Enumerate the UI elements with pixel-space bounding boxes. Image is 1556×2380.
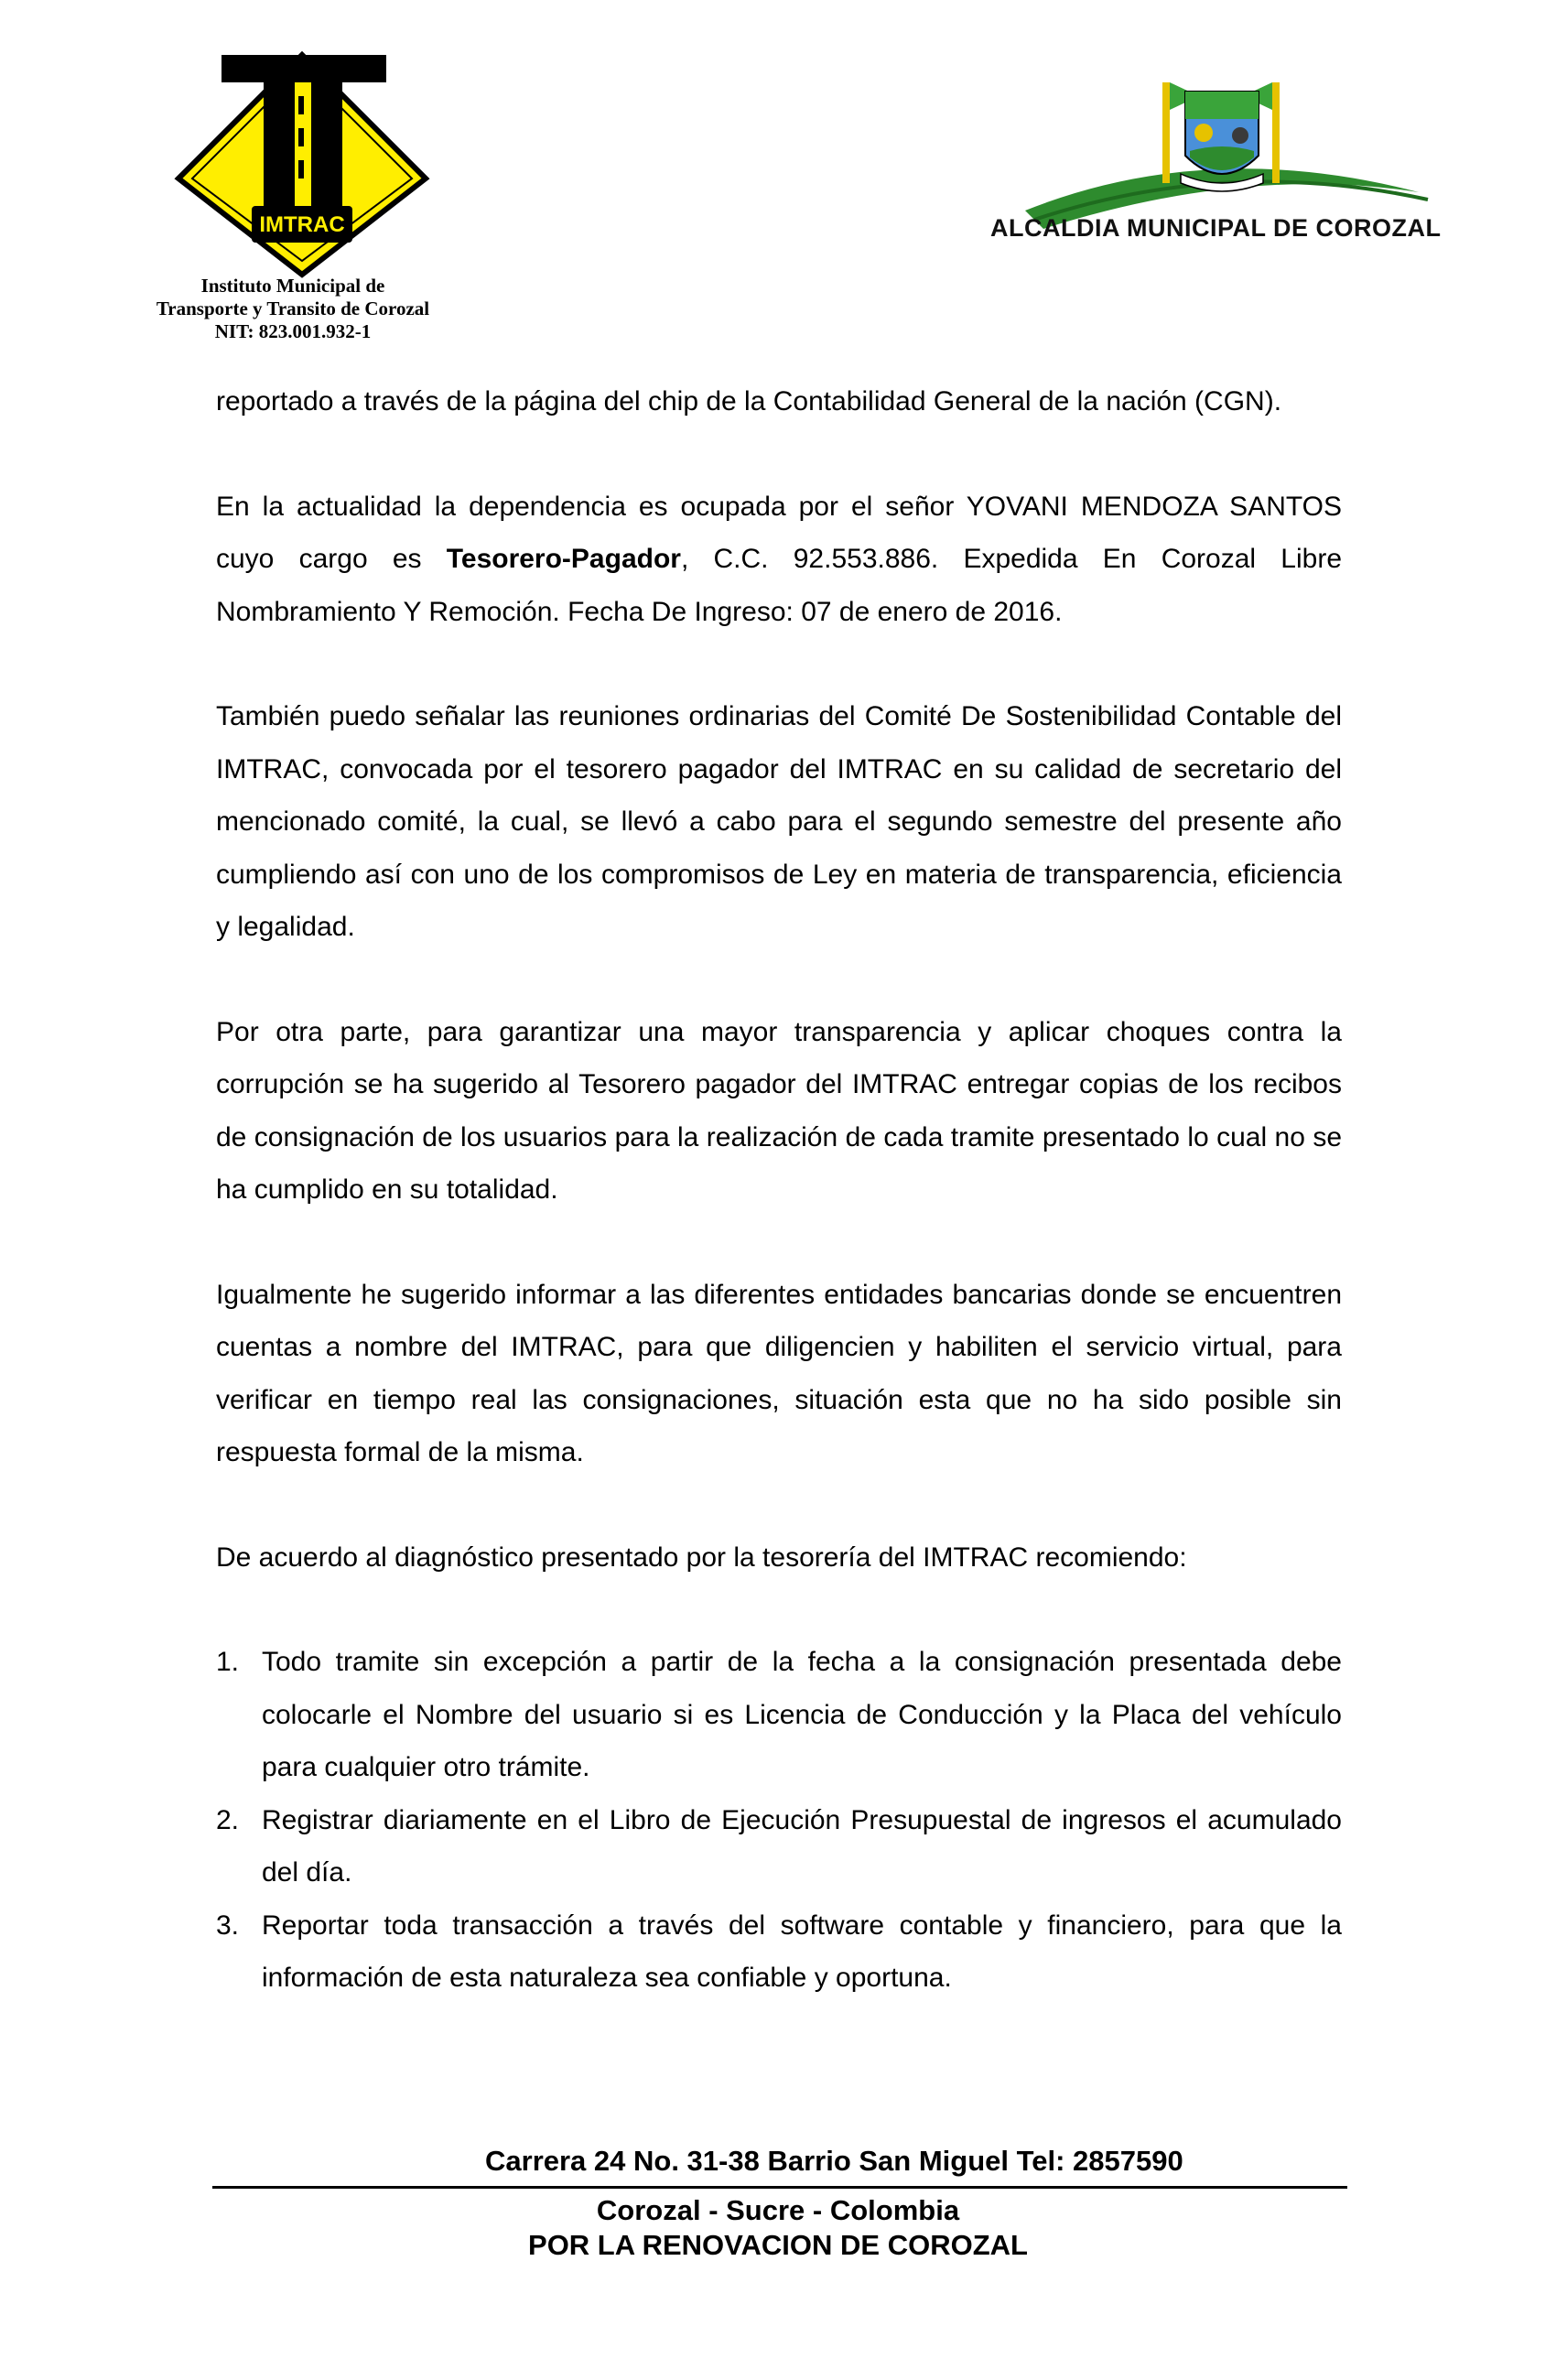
imtrac-logo <box>165 41 439 279</box>
institution-nit: NIT: 823.001.932-1 <box>214 320 372 342</box>
institution-line-1: Instituto Municipal de <box>200 275 385 297</box>
logo-text: IMTRAC <box>259 212 345 237</box>
list-item-number: 3. <box>216 1909 240 1941</box>
paragraph-4: Por otra parte, para garantizar una mayor transparencia y aplicar choques contra la corrupción se ha sugerido al Tesorero pagador del IMTRAC entregar copias de los recibos de consignación de los usuarios para la realización de cada tramite presentado lo cual no se ha cumplido en su totalidad. <box>216 1016 1342 1205</box>
list-item <box>216 1794 1342 1899</box>
alcaldia-name: ALCALDIA MUNICIPAL DE COROZAL <box>990 214 1442 242</box>
paragraph-5: Igualmente he sugerido informar a las diferentes entidades bancarias donde se encuentren cuentas a nombre del IMTRAC, para que diligencien y habiliten el servicio virtual, para verificar en tiempo real las consignaciones, situación esta que no ha sido posible sin respuesta formal de la misma. <box>216 1279 1342 1467</box>
list-item <box>216 1899 1342 2005</box>
list-item-text: Reportar toda transacción a través del software contable y financiero, para que la información de esta naturaleza sea confiable y oportuna. <box>262 1909 1342 1993</box>
list-item-text: Todo tramite sin excepción a partir de la fecha a la consignación presentada debe colocarle el Nombre del usuario si es Licencia de Conducción y la Placa del vehículo para cualquier otro trámite. <box>262 1647 1342 1782</box>
institution-line-2: Transporte y Transito de Corozal <box>156 298 430 319</box>
paragraph-2 <box>216 481 1342 639</box>
list-item-text: Registrar diariamente en el Libro de Ejecución Presupuestal de ingresos el acumulado del día. <box>262 1804 1342 1888</box>
footer-location: Corozal - Sucre - Colombia <box>596 2194 960 2226</box>
paragraph-1: reportado a través de la página del chip de la Contabilidad General de la nación (CGN). <box>216 386 1282 416</box>
paragraph-6: De acuerdo al diagnóstico presentado por la tesorería del IMTRAC recomiendo: <box>216 1542 1187 1573</box>
list-item-number: 1. <box>216 1647 240 1677</box>
paragraph-2-text-a: En la actualidad la dependencia es ocupada por el señor YOVANI MENDOZA SANTOS cuyo cargo es <box>216 491 1342 574</box>
paragraph-3: También puedo señalar las reuniones ordinarias del Comité De Sostenibilidad Contable del IMTRAC, convocada por el tesorero pagador del IMTRAC en su calidad de secretario del mencionado comité, la cual, se llevó a cabo para el segundo semestre del presente año cumpliendo así con uno de los compromisos de Ley en materia de transparencia, eficiencia y legalidad. <box>216 701 1342 942</box>
footer-slogan: POR LA RENOVACION DE COROZAL <box>528 2229 1028 2261</box>
paragraph-2-bold: Tesorero-Pagador <box>446 544 681 574</box>
list-item-number: 2. <box>216 1804 240 1835</box>
footer-address: Carrera 24 No. 31-38 Barrio San Miguel Tel: 2857590 <box>485 2145 1183 2177</box>
document-body <box>216 375 1342 2005</box>
list-item <box>216 1636 1342 1794</box>
footer-divider <box>212 2186 1347 2189</box>
recommendations-list <box>216 1636 1342 2005</box>
paragraph-2-text-b: , C.C. 92.553.886. Expedida En Corozal Libre Nombramiento Y Remoción. Fecha De Ingreso: 07 de enero de 2016. <box>216 544 1342 627</box>
institution-block <box>119 275 467 343</box>
